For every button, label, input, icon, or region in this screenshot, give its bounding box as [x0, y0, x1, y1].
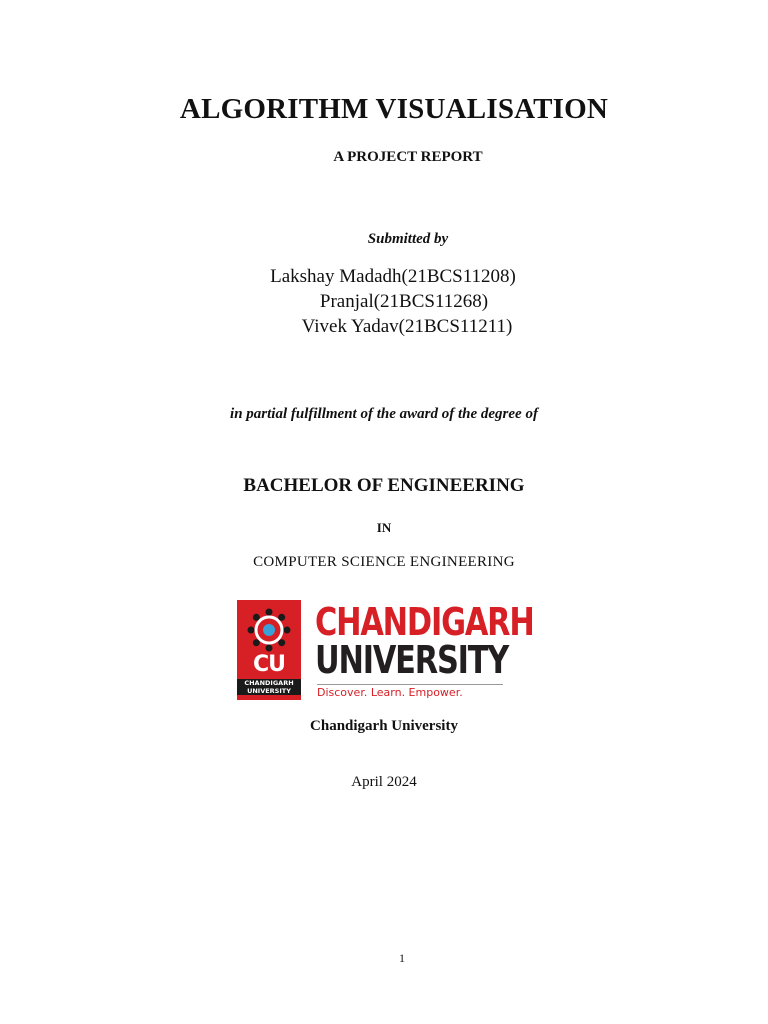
report-title: ALGORITHM VISUALISATION	[179, 93, 609, 125]
fulfillment-statement: in partial fulfillment of the award of the degree of	[230, 406, 538, 422]
logo-small-text: CHANDIGARH UNIVERSITY	[237, 679, 301, 695]
logo-wordmark-line2: UNIVERSITY	[315, 638, 509, 682]
submitted-by-label: Submitted by	[367, 231, 449, 247]
in-connector: IN	[376, 520, 392, 535]
author-name: Pranjal(21BCS11268)	[319, 291, 489, 312]
author-name: Lakshay Madadh(21BCS11208)	[270, 266, 516, 287]
author-name: Vivek Yadav(21BCS11211)	[301, 316, 513, 337]
logo-tagline: Discover. Learn. Empower.	[317, 686, 463, 699]
logo-cu-letters: CU	[252, 652, 285, 677]
report-subtitle: A PROJECT REPORT	[333, 149, 483, 165]
seal-icon	[245, 606, 293, 654]
discipline-name: COMPUTER SCIENCE ENGINEERING	[253, 554, 515, 570]
author-list	[0, 264, 768, 339]
logo-emblem	[237, 600, 301, 700]
logo-wordmark-line1: CHANDIGARH	[315, 600, 534, 644]
page-number: 1	[399, 951, 405, 965]
university-name: Chandigarh University	[310, 718, 458, 734]
university-logo	[237, 600, 537, 704]
submission-date: April 2024	[351, 774, 417, 790]
logo-divider	[317, 684, 503, 685]
degree-name: BACHELOR OF ENGINEERING	[243, 475, 525, 496]
